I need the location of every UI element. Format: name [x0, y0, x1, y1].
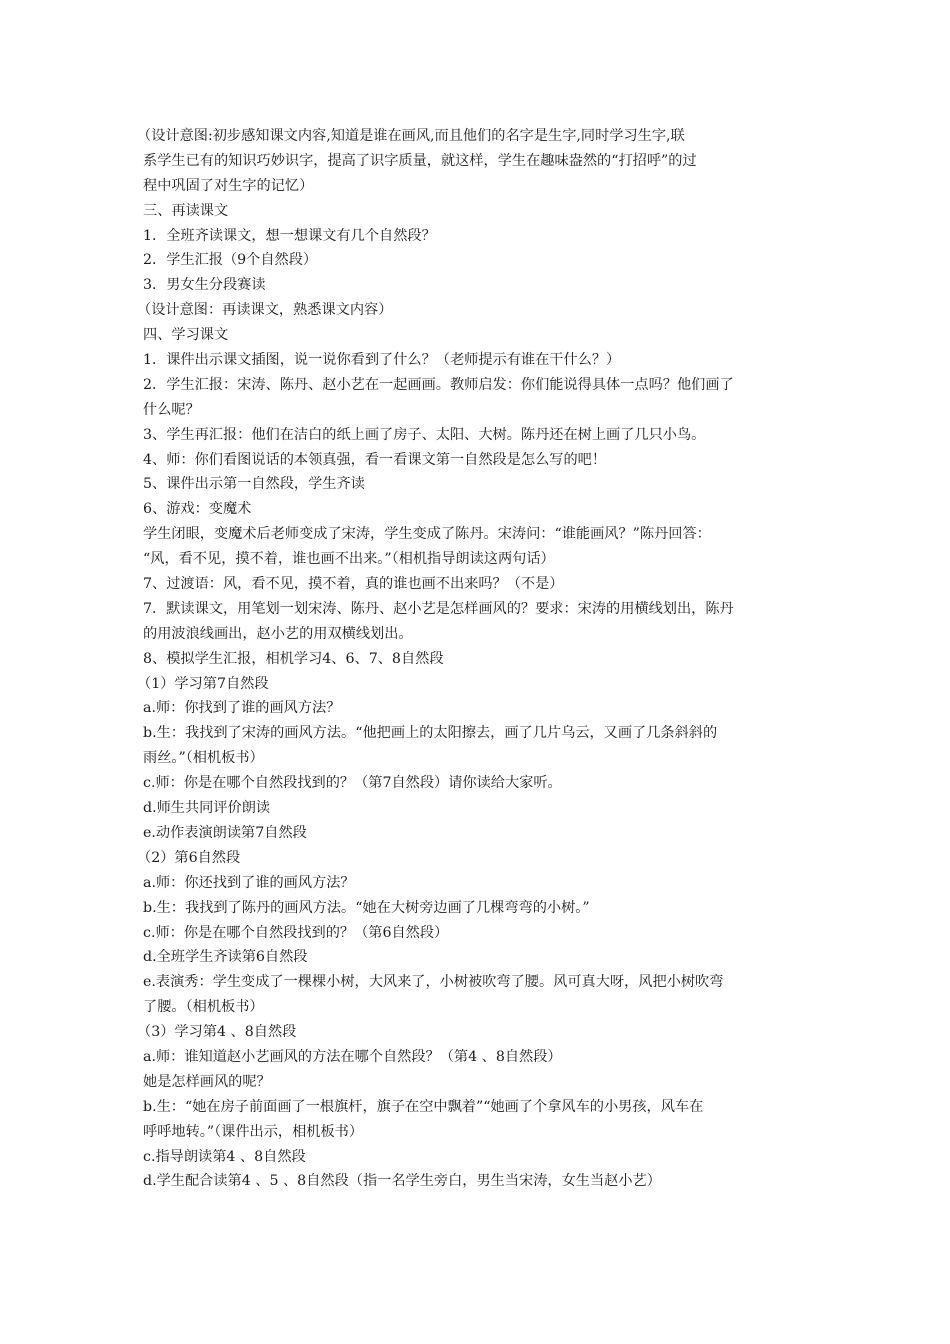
text-line: 7、过渡语：风，看不见，摸不着，真的谁也画不出来吗？（不是）: [143, 576, 564, 593]
document-body: [137, 124, 811, 1194]
text-line: c.指导朗读第4 、8自然段: [143, 1148, 306, 1165]
text-line: 3、学生再汇报：他们在洁白的纸上画了房子、太阳、大树。陈丹还在树上画了几只小鸟。: [143, 426, 706, 443]
text-line: 5、课件出示第一自然段，学生齐读: [143, 476, 365, 493]
text-line: 学生闭眼，变魔术后老师变成了宋涛，学生变成了陈丹。宋涛问：“谁能画风？”陈丹回答：: [143, 526, 711, 543]
text-line: 呼呼地转。”（课件出示，相机板书）: [143, 1123, 364, 1140]
text-line: 6、游戏：变魔术: [143, 501, 252, 518]
text-line: c.师：你是在哪个自然段找到的？（第7自然段）请你读给大家听。: [143, 775, 562, 792]
section-heading: 三、再读课文: [143, 202, 229, 219]
text-line: b.生：“她在房子前面画了一根旗杆，旗子在空中飘着”“她画了个拿风车的小男孩，风车在: [143, 1098, 704, 1115]
text-line: a.师：你还找到了谁的画风方法？: [143, 874, 355, 891]
text-line: e.表演秀：学生变成了一棵棵小树，大风来了，小树被吹弯了腰。风可真大呀，风把小树吹弯: [143, 974, 724, 991]
text-line: 7．默读课文，用笔划一划宋涛、陈丹、赵小艺是怎样画风的？要求：宋涛的用横线划出，陈丹: [143, 600, 734, 617]
text-line: a.师：你找到了谁的画风方法？: [143, 700, 341, 717]
text-line: 3．男女生分段赛读: [143, 277, 266, 294]
text-line: 1．全班齐读课文，想一想课文有几个自然段？: [143, 227, 436, 244]
text-line: d.全班学生齐读第6自然段: [143, 949, 308, 966]
text-line: 什么呢？: [143, 401, 200, 418]
text-line: 2．学生汇报：宋涛、陈丹、赵小艺在一起画画。教师启发：你们能说得具体一点吗？他们画了: [143, 376, 734, 393]
text-line: 8、模拟学生汇报，相机学习4、6、7、8自然段: [143, 650, 444, 667]
text-line: c.师：你是在哪个自然段找到的？（第6自然段）: [143, 924, 449, 941]
text-line: 雨丝。”（相机板书）: [143, 750, 264, 767]
text-line: 她是怎样画风的呢？: [143, 1073, 271, 1090]
text-line: “风，看不见，摸不着，谁也画不出来。”（相机指导朗读这两句话）: [143, 551, 555, 568]
text-line: （2）第6自然段: [137, 849, 241, 866]
text-line: b.生：我找到了陈丹的画风方法。“她在大树旁边画了几棵弯弯的小树。”: [143, 899, 590, 916]
text-line: d.师生共同评价朗读: [143, 800, 271, 817]
section-heading: 四、学习课文: [143, 327, 229, 344]
text-line: 系学生已有的知识巧妙识字，提高了识字质量，就这样，学生在趣味盎然的“打招呼”的过: [143, 152, 697, 169]
text-line: a.师：谁知道赵小艺画风的方法在哪个自然段？（第4 、8自然段）: [143, 1048, 562, 1065]
text-line: 了腰。（相机板书）: [143, 999, 264, 1016]
text-line: b.生：我找到了宋涛的画风方法。“他把画上的太阳擦去，画了几片乌云，又画了几条斜斜的: [143, 725, 718, 742]
text-line: 2．学生汇报（9个自然段）: [143, 252, 318, 269]
text-line: 程中巩固了对生字的记忆）: [143, 177, 314, 194]
text-line: 1．课件出示课文插图，说一说你看到了什么？（老师提示有谁在干什么？）: [143, 352, 621, 369]
text-line: （设计意图:初步感知课文内容,知道是谁在画风,而且他们的名字是生字,同时学习生字,联: [137, 128, 685, 144]
text-line: （设计意图：再读课文，熟悉课文内容）: [137, 302, 393, 319]
text-line: e.动作表演朗读第7自然段: [143, 824, 307, 841]
text-line: （1）学习第7自然段: [137, 675, 269, 692]
text-line: d.学生配合读第4 、5 、8自然段（指一名学生旁白，男生当宋涛，女生当赵小艺）: [143, 1173, 661, 1190]
text-line: 的用波浪线画出，赵小艺的用双横线划出。: [143, 625, 413, 642]
text-line: （3）学习第4 、8自然段: [137, 1024, 297, 1041]
text-line: 4、师：你们看图说话的本领真强，看一看课文第一自然段是怎么写的吧！: [143, 451, 607, 468]
